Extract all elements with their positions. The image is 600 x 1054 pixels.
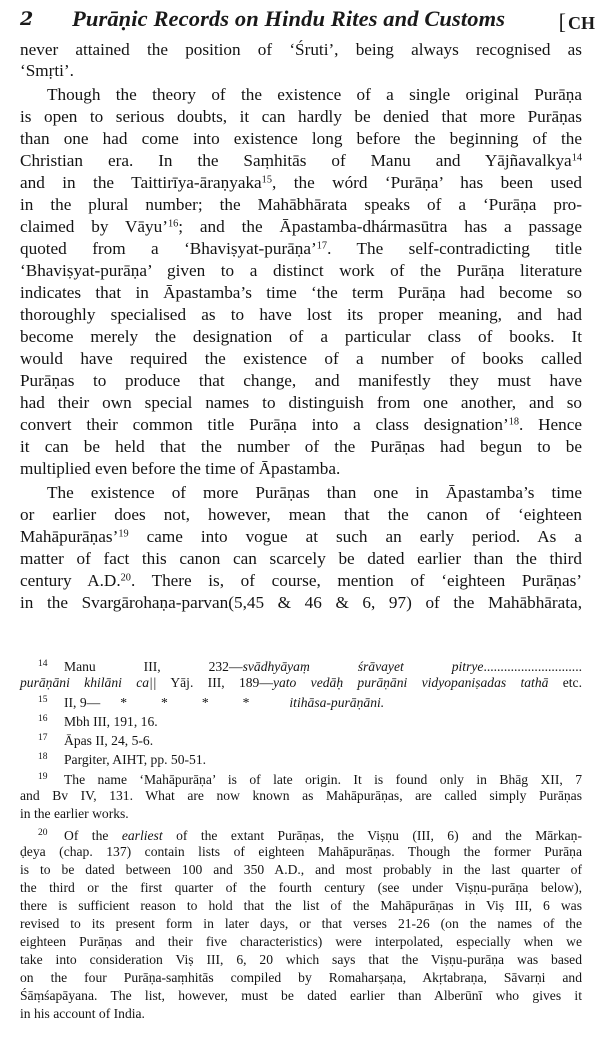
- body-line: and in the Taittirīya-āraṇyaka$^{15}$, the wórd ‘Purāṇa’ has been used: [20, 173, 582, 192]
- footnote-18: 18 Pargiter, AIHT, pp. 50-51.: [38, 749, 582, 766]
- footnote-line: eighteen Purāṇas and their five characteristics) were interpolated, especially when we: [20, 934, 582, 949]
- body-line: ‘Bhaviṣyat-purāṇa’ given to a distinct work of the Purāṇa literature: [20, 261, 582, 280]
- footnote-19: 19 The name ‘Mahāpurāṇa’ is of late origin. It is found only in Bhāg XII, 7: [38, 769, 582, 786]
- footnote-15: 15 II, 9— * * * * itihāsa-purāṇāni.: [38, 692, 582, 709]
- body-line: never attained the position of ‘Śruti’, being always recognised as: [20, 40, 582, 59]
- footnote-ref[interactable]: 19: [118, 528, 129, 540]
- footnote-line: in his account of India.: [20, 1006, 145, 1021]
- footnote-20: 20 Of the earliest of the extant Purāṇas, the Viṣṇu (III, 6) and the Mārkaṇ-: [38, 825, 582, 842]
- footnote-ref[interactable]: 14: [571, 152, 582, 164]
- body-line: Purāṇas to produce that change, and manifestly they must have: [20, 371, 582, 390]
- footnote-number: 15: [38, 695, 48, 705]
- footnote-16: 16 Mbh III, 191, 16.: [38, 711, 582, 728]
- footnote-line: take into consideration Viṣ III, 6, 20 which says that the Viṣṇu-purāṇa was based: [20, 952, 582, 967]
- footnote-line: ḍeya (chap. 137) contain lists of eighteen Mahāpurāṇas. Though the former Purāṇa: [20, 844, 582, 859]
- footnote-ref[interactable]: 16: [167, 218, 179, 230]
- body-line: is open to serious doubts, it can hardly be denied that more Purāṇas: [20, 107, 582, 126]
- body-line: century A.D.$^{20}$. There is, of course, mention of ‘eighteen Purāṇas’: [20, 571, 582, 590]
- body-line: in the Svargārohaṇa-parvan(5,45 & 46 & 6, 97) of the Mahābhārata,: [20, 593, 582, 612]
- body-line: multiplied even before the time of Āpastamba.: [20, 459, 341, 478]
- footnote-ref[interactable]: 20: [120, 572, 131, 584]
- footnote-number: 19: [38, 772, 48, 782]
- body-line: Mahāpurāṇas’$^{19}$ came into vogue at such an early period. As a: [20, 527, 582, 546]
- chapter-mark: [ CH: [558, 9, 595, 34]
- body-line: indicates that in Āpastamba’s time ‘the term Purāṇa had become so: [20, 283, 582, 302]
- running-header: [20, 6, 595, 36]
- footnote-ref[interactable]: 15: [261, 174, 272, 186]
- footnote-number: 17: [38, 733, 48, 743]
- footnote-line: and Bv IV, 131. What are now known as Mahāpurāṇas, are called simply Purāṇas: [20, 788, 582, 803]
- body-line: or earlier does not, however, mean that the canon of ‘eighteen: [20, 505, 582, 524]
- footnote-number: 20: [38, 828, 48, 838]
- footnote-line: in the earlier works.: [20, 806, 129, 821]
- running-title: Purāṇic Records on Hindu Rites and Customs: [72, 6, 506, 31]
- footnote-number: 18: [38, 752, 48, 762]
- footnote-14: 14 Manu III, 232—svādhyāyaṃ śrāvayet pitrye.............................: [38, 656, 582, 673]
- footnote-line: is to be dated between 100 and 350 A.D., and most probably in the last quarter of: [20, 862, 582, 877]
- body-line: become merely the designation of a particular class of books. It: [20, 327, 582, 346]
- footnote-line: on the four Purāṇa-saṃhitās compiled by Romaharṣaṇa, Akṛtabraṇa, Sāvarṇi and: [20, 970, 582, 985]
- body-line: in the plural number; the Mahābhārata speaks of a ‘Purāṇa pro-: [20, 195, 582, 214]
- footnote-ref[interactable]: 17: [316, 240, 328, 252]
- paragraph-start: Though the theory of the existence of a single original Purāṇa: [47, 85, 582, 104]
- page-number: 2: [20, 8, 34, 30]
- body-line: it can be held that the number of the Purāṇas had begun to be: [20, 437, 582, 456]
- footnote-line: revised to its present form in later days, or that verses 21-26 (on the names of the: [20, 916, 582, 931]
- body-line: would have required the existence of a number of books called: [20, 349, 582, 368]
- footnote-line: there is sufficient reason to hold that the list of the Mahāpurāṇas in Viṣ III, 6 was: [20, 898, 582, 913]
- body-line: matter of fact this canon can scarcely be dated earlier than the third: [20, 549, 582, 568]
- footnote-ref[interactable]: 18: [508, 416, 519, 428]
- body-line: thoroughly specialised as to have lost its proper meaning, and had: [20, 305, 582, 324]
- paragraph-start: The existence of more Purāṇas than one in Āpastamba’s time: [47, 483, 582, 502]
- footnote-number: 16: [38, 714, 48, 724]
- body-line: ‘Smṛti’.: [20, 61, 74, 80]
- body-line: claimed by Vāyu’$^{16}$; and the Āpastamba-dhármasūtra has a passage: [20, 217, 582, 236]
- body-line: Christian era. In the Saṃhitās of Manu and Yājñavalkya$^{14}$: [20, 151, 582, 170]
- footnote-line: Śāṃśapāyana. The list, however, must be dated earlier than Alberūnī who gives it: [20, 988, 582, 1003]
- body-line: quoted from a ‘Bhaviṣyat-purāṇa’$^{17}$. The self-contradicting title: [20, 239, 582, 258]
- body-line: than one had come into existence long before the beginning of the: [20, 129, 582, 148]
- footnote-17: 17 Āpas II, 24, 5-6.: [38, 730, 582, 747]
- body-line: had their own special names to distinguish from one another, and so: [20, 393, 582, 412]
- body-line: convert their common title Purāṇa into a class designation’$^{18}$. Hence: [20, 415, 582, 434]
- footnote-line: purāṇāni khilāni ca|| Yāj. III, 189—yato vedāḥ purāṇāni vidyopaniṣadas tathā etc.: [20, 675, 582, 690]
- footnote-line: the third or the first quarter of the fourth century (see under Viṣṇu-purāṇa below),: [20, 880, 582, 895]
- footnote-number: 14: [38, 659, 48, 669]
